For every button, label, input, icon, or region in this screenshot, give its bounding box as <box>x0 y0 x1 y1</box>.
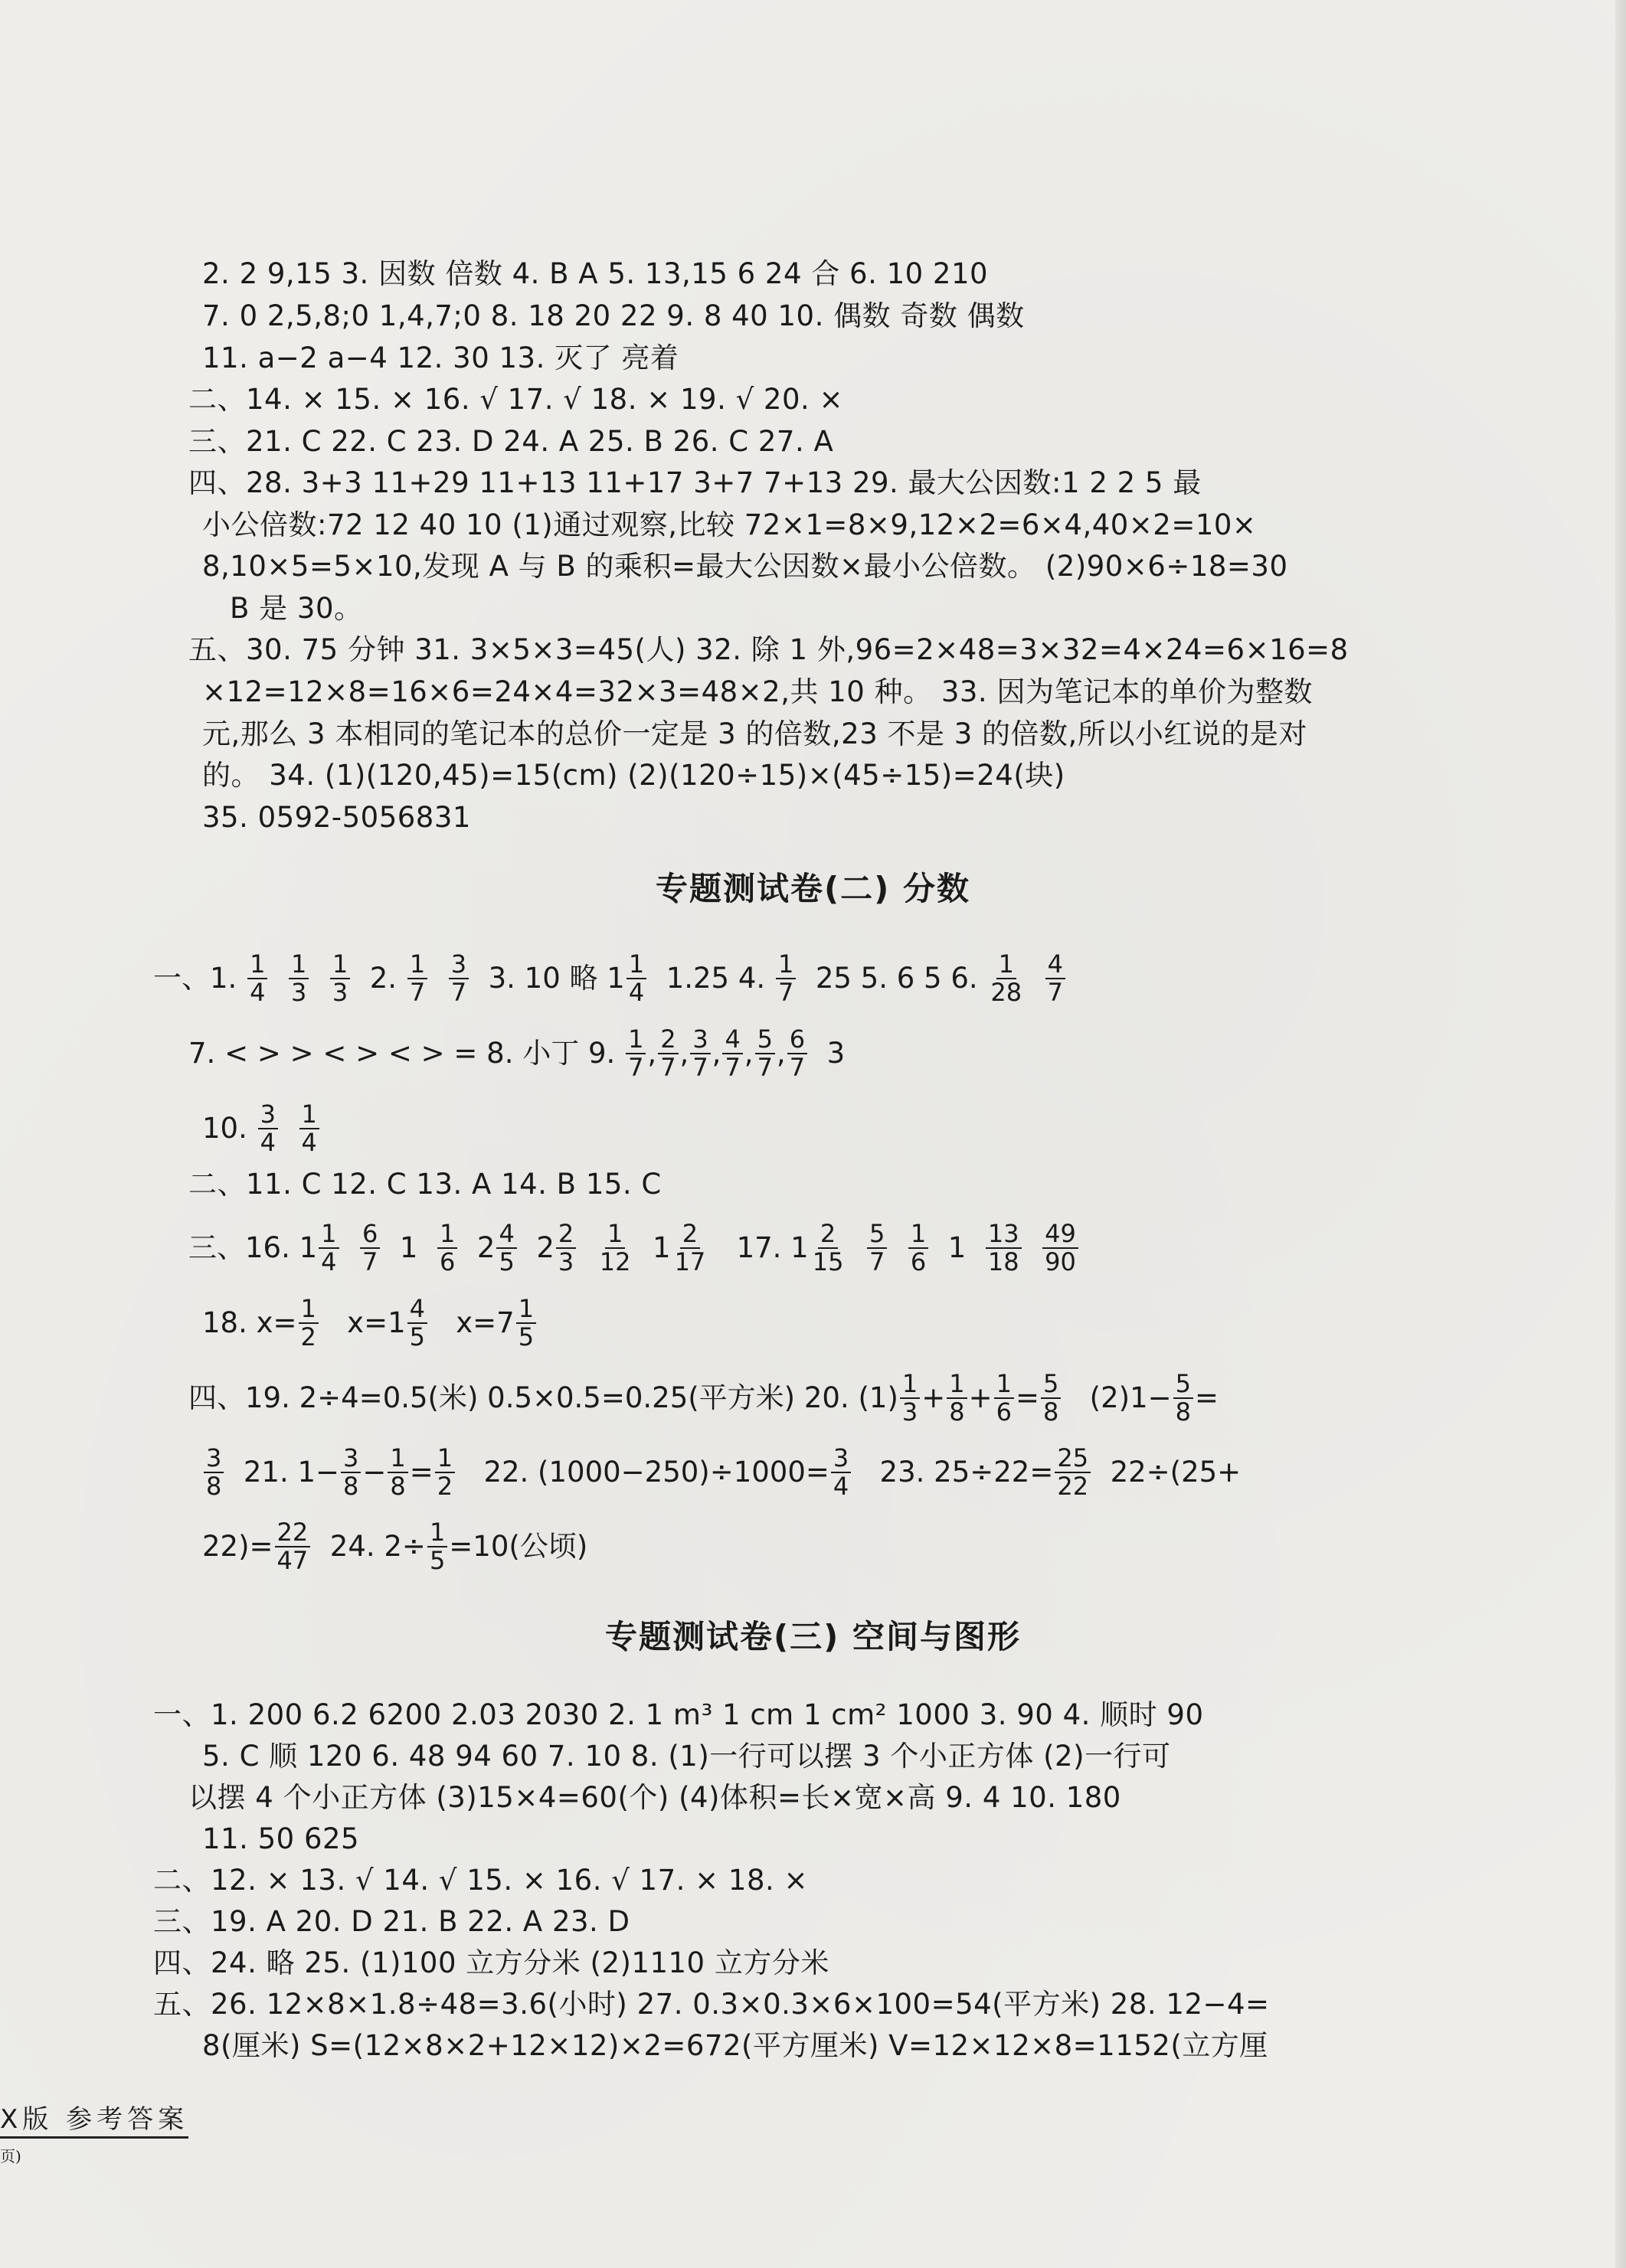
answer-line: 小公倍数:72 12 40 10 (1)通过观察,比较 72×1=8×9,12×2=6×4,40×2=10× <box>202 508 1257 541</box>
fraction <box>407 1293 427 1351</box>
fraction <box>867 1218 887 1276</box>
answer-line: 三、21. C 22. C 23. D 24. A 25. B 26. C 27. A <box>188 425 834 458</box>
fraction <box>1042 1218 1078 1276</box>
denominator: 8 <box>390 1472 406 1501</box>
denominator: 5 <box>409 1322 425 1351</box>
numerator: 1 <box>996 951 1016 979</box>
numerator: 1 <box>289 951 309 979</box>
answer-text: 22)= <box>202 1530 273 1563</box>
denominator: 8 <box>206 1472 222 1501</box>
fraction <box>1055 1445 1091 1500</box>
fraction <box>597 1218 633 1276</box>
numerator: 1 <box>627 951 646 979</box>
numerator: 4 <box>1045 951 1065 979</box>
answer-line: 元,那么 3 本相同的笔记本的总价一定是 3 的倍数,23 不是 3 的倍数,所以小红说的是对 <box>202 717 1307 750</box>
denominator: 2 <box>300 1322 316 1351</box>
fraction <box>437 1218 457 1276</box>
denominator: 22 <box>1057 1472 1089 1501</box>
answer-text: 三、16. 1 <box>188 1231 318 1264</box>
numerator: 5 <box>867 1221 887 1249</box>
numerator: 1 <box>626 1026 646 1054</box>
answer-text: 21. 1− <box>243 1456 340 1489</box>
denominator: 7 <box>628 1053 644 1082</box>
answer-text: 7. < > > < > < > = 8. 小丁 9. <box>188 1037 616 1070</box>
fraction <box>1173 1368 1193 1426</box>
fraction <box>275 1519 311 1574</box>
answer-line: 11. 50 625 <box>202 1822 360 1855</box>
denominator: 4 <box>260 1128 276 1157</box>
fraction <box>626 1026 646 1081</box>
fraction-answer-row: 7. < > > < > < > = 8. 小丁 9. $\frac{1}{7}$ , $\frac{2}{7}$ , $\frac{3}{7}$ , $\frac{4}{7}$ , $\frac{5}{7}$ , $\frac{6}{7}$ 3 <box>188 1024 846 1082</box>
denominator: 4 <box>833 1472 849 1501</box>
footer-label: X版 参考答案 <box>0 2104 189 2135</box>
denominator: 3 <box>290 978 307 1007</box>
numerator: 6 <box>787 1026 807 1054</box>
denominator: 28 <box>990 978 1022 1007</box>
numerator: 5 <box>1173 1371 1193 1399</box>
answer-line: 四、24. 略 25. (1)100 立方分米 (2)1110 立方分米 <box>153 1946 829 1979</box>
answer-text: 22. (1000−250)÷1000= <box>483 1456 829 1489</box>
numerator: 1 <box>516 1296 536 1324</box>
numerator: 4 <box>496 1221 516 1249</box>
answer-text: 3. 10 略 1 <box>488 962 625 995</box>
answer-text: 22÷(25+ <box>1110 1456 1242 1489</box>
answer-line: 二、11. C 12. C 13. A 14. B 15. C <box>188 1168 662 1201</box>
answer-text: 25 5. 6 5 6. <box>815 962 978 995</box>
numerator: 1 <box>330 951 350 979</box>
fraction-answer-row: 三、16. 1 $\frac{1}{4}$ $\frac{6}{7}$ 1 $\frac{1}{6}$ 2 $\frac{4}{5}$ 2 $\frac{2}{3}$ $\frac{1}{12}$ 1 $\frac{2}{17}$ 17. 1 $\frac{2}{15}$ $\frac{5}{7}$ $\frac{1}{6}$ 1 $\frac{13}{18}$ $\frac{49}{90}$ <box>188 1211 1080 1285</box>
denominator: 7 <box>869 1247 885 1276</box>
fraction <box>627 951 646 1006</box>
fraction <box>908 1218 928 1276</box>
denominator: 7 <box>362 1247 378 1276</box>
numerator: 4 <box>407 1296 427 1324</box>
denominator: 6 <box>440 1247 456 1276</box>
fraction <box>986 1218 1022 1276</box>
denominator: 90 <box>1045 1247 1076 1276</box>
denominator: 8 <box>1043 1397 1059 1426</box>
numerator: 3 <box>258 1101 278 1129</box>
numerator: 2 <box>680 1221 700 1249</box>
numerator: 3 <box>341 1445 361 1473</box>
numerator: 49 <box>1042 1221 1078 1249</box>
numerator: 1 <box>605 1221 625 1249</box>
fraction <box>360 1218 380 1276</box>
answer-text: =10(公顷) <box>449 1530 588 1563</box>
fraction-answer-row <box>153 942 1067 1015</box>
numerator: 3 <box>204 1445 224 1473</box>
fraction <box>435 1445 455 1500</box>
numerator: 1 <box>299 1296 319 1324</box>
answer-text: 2. <box>369 962 398 995</box>
numerator: 25 <box>1055 1445 1091 1473</box>
fraction-answer-row <box>202 1092 321 1165</box>
fraction-answer-row <box>202 1286 538 1360</box>
answer-line: 四、28. 3+3 11+29 11+13 11+17 3+7 7+13 29. 最大公因数:1 2 2 5 最 <box>188 466 1202 499</box>
denominator: 5 <box>518 1322 535 1351</box>
answer-line: 三、19. A 20. D 21. B 22. A 23. D <box>153 1905 630 1938</box>
answer-line: 35. 0592-5056831 <box>202 801 471 834</box>
numerator: 1 <box>900 1371 920 1399</box>
denominator: 5 <box>499 1247 515 1276</box>
answer-line: B 是 30。 <box>230 592 363 625</box>
numerator: 1 <box>776 951 796 979</box>
fraction <box>516 1293 536 1351</box>
answer-line: 二、14. × 15. × 16. √ 17. √ 18. × 19. √ 20. × <box>188 383 844 416</box>
numerator: 1 <box>247 951 267 979</box>
numerator: 4 <box>722 1026 742 1054</box>
numerator: 2 <box>556 1221 576 1249</box>
fraction <box>204 1445 224 1500</box>
numerator: 5 <box>1041 1371 1061 1399</box>
numerator: 22 <box>275 1519 311 1547</box>
fraction <box>258 1101 278 1156</box>
denominator: 8 <box>343 1472 359 1501</box>
page-edge <box>1615 0 1626 2268</box>
fraction <box>900 1368 920 1426</box>
fraction <box>299 1293 319 1351</box>
answer-text: 23. 25÷22= <box>879 1456 1054 1489</box>
answer-text: 四、19. 2÷4=0.5(米) 0.5×0.5=0.25(平方米) 20. (1) <box>188 1381 898 1414</box>
numerator: 1 <box>427 1519 447 1547</box>
denominator: 12 <box>599 1247 631 1276</box>
answer-line: 2. 2 9,15 3. 因数 倍数 4. B A 5. 13,15 6 24 合 6. 10 210 <box>202 257 989 290</box>
fraction <box>556 1218 576 1276</box>
fraction <box>810 1218 846 1276</box>
fraction <box>672 1218 708 1276</box>
denominator: 7 <box>409 978 426 1007</box>
answer-line: 5. C 顺 120 6. 48 94 60 7. 10 8. (1)一行可以摆 3 个小正方体 (2)一行可 <box>202 1740 1171 1773</box>
denominator: 4 <box>628 978 645 1007</box>
fraction <box>988 951 1024 1006</box>
answer-line: 一、1. 200 6.2 6200 2.03 2030 2. 1 m³ 1 cm 1 cm² 1000 3. 90 4. 顺时 90 <box>153 1698 1204 1731</box>
numerator: 6 <box>360 1221 380 1249</box>
numerator: 1 <box>437 1221 457 1249</box>
denominator: 7 <box>777 978 794 1007</box>
answer-line: ×12=12×8=16×6=24×4=32×3=48×2,共 10 种。 33. 因为笔记本的单价为整数 <box>202 675 1313 708</box>
answer-text: x=7 <box>456 1306 515 1339</box>
numerator: 1 <box>388 1445 407 1473</box>
denominator: 4 <box>321 1247 337 1276</box>
denominator: 8 <box>949 1397 965 1426</box>
numerator: 1 <box>407 951 427 979</box>
denominator: 6 <box>996 1397 1012 1426</box>
denominator: 6 <box>910 1247 927 1276</box>
answer-text: 10. <box>202 1112 247 1145</box>
fraction <box>299 1101 319 1156</box>
section-heading: 专题测试卷(三) 空间与图形 <box>604 1618 1021 1655</box>
fraction <box>994 1368 1014 1426</box>
fraction <box>658 1026 678 1081</box>
denominator: 7 <box>757 1053 773 1082</box>
numerator: 1 <box>435 1445 455 1473</box>
fraction-answer-row <box>202 1510 587 1583</box>
numerator: 1 <box>994 1371 1014 1399</box>
fraction-answer-row: $\frac{3}{8}$ 21. 1− $\frac{3}{8}$ − $\frac{1}{8}$ = $\frac{1}{2}$ 22. (1000−250)÷1000= $\frac{3}{4}$ 23. 25÷22= $\frac{25}{22}$ 22÷(25+ <box>202 1436 1241 1509</box>
answer-text: 18. x= <box>202 1306 297 1339</box>
numerator: 1 <box>299 1101 319 1129</box>
denominator: 8 <box>1175 1397 1191 1426</box>
fraction <box>1045 951 1065 1006</box>
numerator: 1 <box>947 1371 967 1399</box>
denominator: 18 <box>987 1247 1019 1276</box>
fraction <box>289 951 309 1006</box>
denominator: 2 <box>437 1472 453 1501</box>
fraction <box>831 1445 851 1500</box>
fraction <box>449 951 469 1006</box>
denominator: 4 <box>301 1128 317 1157</box>
numerator: 3 <box>690 1026 710 1054</box>
fraction <box>319 1218 339 1276</box>
fraction <box>427 1519 447 1574</box>
denominator: 7 <box>692 1053 708 1082</box>
fraction <box>787 1026 807 1081</box>
numerator: 13 <box>986 1221 1022 1249</box>
fraction <box>690 1026 710 1081</box>
fraction-answer-row: 四、19. 2÷4=0.5(米) 0.5×0.5=0.25(平方米) 20. (1) $\frac{1}{3}$ + $\frac{1}{8}$ + $\frac{1}{6}$ = $\frac{5}{8}$ (2)1− $\frac{5}{8}$ = <box>188 1368 1219 1426</box>
answer-text: 3 <box>826 1037 846 1070</box>
answer-text: (2)1− <box>1089 1381 1172 1414</box>
answer-line: 五、30. 75 分钟 31. 3×5×3=45(人) 32. 除 1 外,96=2×48=3×32=4×24=6×16=8 <box>188 633 1349 666</box>
denominator: 3 <box>901 1397 918 1426</box>
fraction <box>341 1445 361 1500</box>
denominator: 17 <box>674 1247 706 1276</box>
answer-line: 8,10×5=5×10,发现 A 与 B 的乘积=最大公因数×最小公倍数。 (2)90×6÷18=30 <box>202 550 1288 583</box>
answer-line: 的。 34. (1)(120,45)=15(cm) (2)(120÷15)×(45÷15)=24(块) <box>202 759 1065 792</box>
fraction <box>776 951 796 1006</box>
denominator: 5 <box>429 1546 446 1575</box>
numerator: 5 <box>755 1026 775 1054</box>
answer-line: 二、12. × 13. √ 14. √ 15. × 16. √ 17. × 18. × <box>153 1864 809 1897</box>
footer-divider <box>0 2136 188 2139</box>
answer-line: 7. 0 2,5,8;0 1,4,7;0 8. 18 20 22 9. 8 40 10. 偶数 奇数 偶数 <box>202 299 1025 332</box>
denominator: 47 <box>276 1546 309 1575</box>
fraction <box>722 1026 742 1081</box>
numerator: 2 <box>658 1026 678 1054</box>
denominator: 7 <box>450 978 467 1007</box>
answer-text: 1.25 4. <box>666 962 766 995</box>
fraction <box>247 951 267 1006</box>
fraction <box>407 951 427 1006</box>
fraction <box>755 1026 775 1081</box>
numerator: 3 <box>449 951 469 979</box>
denominator: 7 <box>725 1053 741 1082</box>
fraction <box>330 951 350 1006</box>
footer-page-note: 页) <box>0 2147 21 2165</box>
fraction <box>388 1445 407 1500</box>
fraction <box>1041 1368 1061 1426</box>
numerator: 3 <box>831 1445 851 1473</box>
denominator: 7 <box>1047 978 1064 1007</box>
answer-line: 以摆 4 个小正方体 (3)15×4=60(个) (4)体积=长×宽×高 9. 4 10. 180 <box>188 1781 1121 1814</box>
numerator: 1 <box>908 1221 928 1249</box>
answer-text: 24. 2÷ <box>329 1530 426 1563</box>
numerator: 2 <box>818 1221 838 1249</box>
answer-text: 一、1. <box>153 962 237 995</box>
denominator: 3 <box>558 1247 574 1276</box>
section-heading: 专题测试卷(二) 分数 <box>655 870 970 907</box>
fraction <box>496 1218 516 1276</box>
denominator: 4 <box>250 978 266 1007</box>
numerator: 1 <box>319 1221 339 1249</box>
answer-text: x=1 <box>347 1306 406 1339</box>
answer-line: 8(厘米) S=(12×8×2+12×12)×2=672(平方厘米) V=12×12×8=1152(立方厘 <box>202 2029 1268 2062</box>
denominator: 7 <box>660 1053 676 1082</box>
answer-text: 17. 1 <box>736 1231 809 1264</box>
denominator: 7 <box>789 1053 806 1082</box>
answer-line: 五、26. 12×8×1.8÷48=3.6(小时) 27. 0.3×0.3×6×100=54(平方米) 28. 12−4= <box>153 1988 1270 2021</box>
denominator: 3 <box>332 978 348 1007</box>
denominator: 15 <box>812 1247 844 1276</box>
fraction <box>947 1368 967 1426</box>
answer-line: 11. a−2 a−4 12. 30 13. 灭了 亮着 <box>202 342 679 374</box>
